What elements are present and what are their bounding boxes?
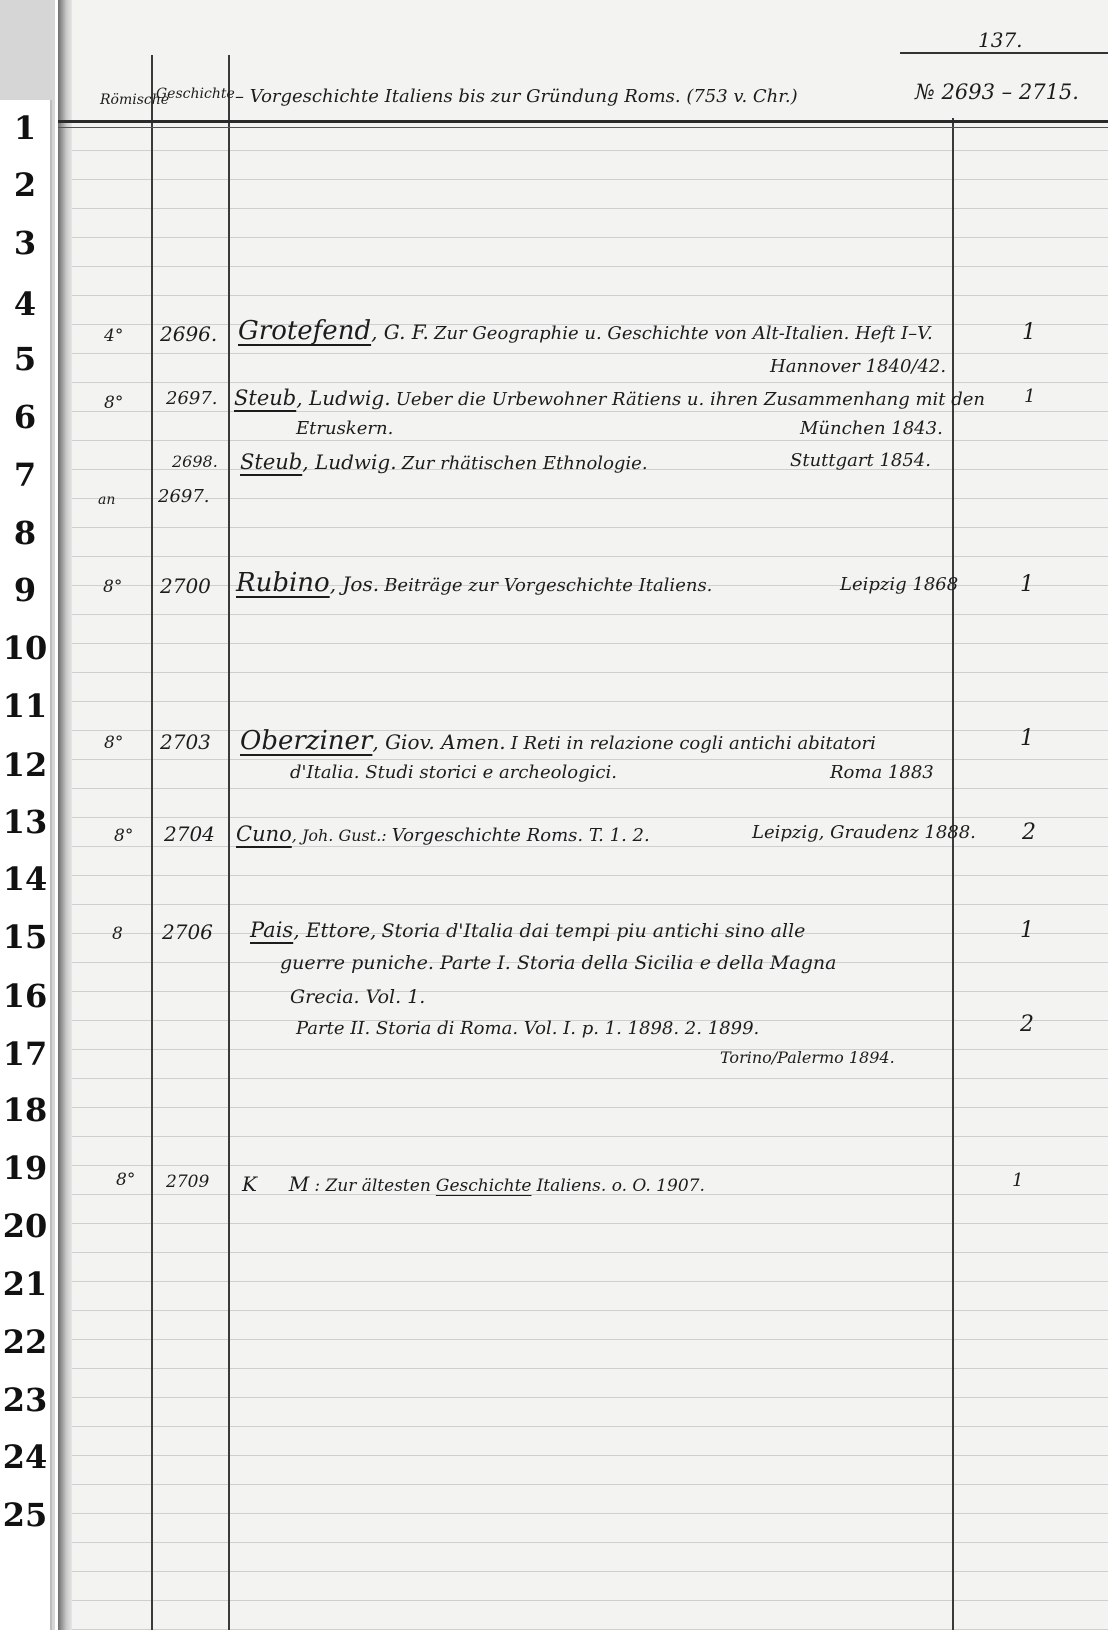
entry-number: 2709: [166, 1172, 210, 1192]
column-divider-number: [228, 55, 230, 1630]
entry-title: : Zur ältesten: [314, 1176, 431, 1196]
entry-count: 1: [1024, 386, 1036, 407]
line-number: 21: [2, 1265, 48, 1303]
entry-title-rest: Italiens. o. O. 1907.: [536, 1176, 705, 1196]
entry-title: Vorgeschichte Roms. T. 1. 2.: [391, 825, 650, 846]
line-number: 16: [2, 977, 48, 1015]
entry-imprint: Roma 1883: [830, 762, 934, 783]
entry-author: Steub: [234, 386, 297, 410]
line-number: 9: [13, 571, 37, 609]
entry-number: 2698.: [172, 452, 218, 471]
entry-range: № 2693 – 2715.: [915, 80, 1079, 104]
entry-author-rest: , Ludwig.: [296, 386, 391, 410]
line-number: 15: [2, 918, 48, 956]
entry-format: 8°: [114, 826, 134, 846]
header-rule-thin: [58, 127, 1108, 128]
line-number-strip: [0, 100, 52, 1630]
line-number: 20: [2, 1207, 48, 1245]
entry-imprint: Hannover 1840/42.: [770, 356, 947, 377]
column-label-roemische: Römische: [100, 92, 170, 108]
entry-title: Zur rhätischen Ethnologie.: [401, 453, 648, 474]
entry-number: 2697.: [166, 388, 218, 409]
entry-author-line: [234, 386, 985, 410]
entry-number: 2706: [162, 920, 213, 944]
column-divider-format: [151, 55, 153, 1630]
page-number: 137.: [978, 28, 1023, 52]
line-number: 13: [2, 803, 48, 841]
entry-author: K M: [242, 1172, 310, 1196]
entry-author: Pais: [250, 918, 294, 942]
entry-author-rest: , Ettore,: [293, 918, 377, 942]
entry-author: Rubino: [236, 568, 330, 598]
entry-title-continued: Etruskern.: [296, 418, 394, 439]
entry-format: 4°: [104, 326, 124, 346]
header-rule: [58, 120, 1108, 123]
entry-author-line: [242, 1172, 705, 1196]
entry-imprint: Stuttgart 1854.: [790, 450, 931, 471]
entry-author-line: [238, 316, 933, 346]
entry-author-rest: , G. F.: [371, 320, 429, 344]
entry-author-line: [236, 822, 650, 846]
column-label-geschichte: Geschichte: [156, 86, 235, 102]
line-number: 25: [2, 1496, 48, 1534]
line-number: 4: [13, 285, 37, 323]
entry-format: 8: [112, 924, 123, 944]
entry-author-rest: , Jos.: [329, 572, 380, 596]
entry-author-line: [250, 918, 805, 942]
entry-author-rest: , Ludwig.: [302, 450, 397, 474]
entry-title: Zur Geographie u. Geschichte von Alt-Italien. Heft I–V.: [434, 323, 933, 344]
page-binding-edge: [58, 0, 72, 1630]
line-number: 11: [2, 687, 48, 725]
line-number: 23: [2, 1381, 48, 1419]
entry-format: 8°: [104, 393, 124, 413]
entry-count: 1: [1020, 918, 1034, 943]
line-number: 1: [13, 109, 37, 147]
entry-count: 1: [1022, 320, 1036, 345]
entry-number: 2703: [160, 730, 211, 754]
entry-title: Ueber die Urbewohner Rätiens u. ihren Zusammenhang mit den: [395, 389, 986, 410]
entry-title-underlined: Geschichte: [435, 1176, 532, 1196]
entry-format: 8°: [116, 1170, 136, 1190]
entry-author: Steub: [240, 450, 303, 474]
line-number: 5: [13, 340, 37, 378]
entry-format: 8°: [104, 733, 124, 753]
line-number: 6: [13, 398, 37, 436]
line-number: 3: [13, 224, 37, 262]
entry-author: Cuno: [236, 822, 292, 846]
column-divider-count: [952, 118, 954, 1630]
entry-format: an: [98, 492, 116, 508]
entry-author: Oberziner: [240, 726, 373, 756]
entry-title: Beiträge zur Vorgeschichte Italiens.: [384, 575, 713, 596]
entry-author-line: [240, 450, 648, 474]
entry-imprint: Leipzig, Graudenz 1888.: [752, 822, 976, 843]
entry-number: 2697.: [158, 486, 210, 507]
entry-title: Storia d'Italia dai tempi piu antichi sino alle: [381, 920, 806, 942]
entry-author: Grotefend: [238, 316, 372, 346]
line-number: 2: [13, 166, 37, 204]
entry-count: 1: [1020, 726, 1034, 751]
line-number: 24: [2, 1438, 48, 1476]
entry-title-continued: guerre puniche. Parte I. Storia della Sicilia e della Magna: [280, 952, 837, 974]
entry-count: 1: [1012, 1170, 1024, 1191]
line-number: 19: [2, 1149, 48, 1187]
line-number: 7: [13, 456, 37, 494]
entry-title-continued: Parte II. Storia di Roma. Vol. I. p. 1. 1898. 2. 1899.: [296, 1018, 760, 1039]
entry-format: 8°: [103, 577, 123, 597]
line-number: 8: [13, 514, 37, 552]
entry-number: 2696.: [160, 322, 218, 346]
line-number: 12: [2, 746, 48, 784]
entry-author-line: [240, 726, 876, 756]
entry-imprint: Torino/Palermo 1894.: [720, 1048, 895, 1067]
line-number: 18: [2, 1091, 48, 1129]
line-number: 14: [2, 860, 48, 898]
entry-imprint: München 1843.: [800, 418, 943, 439]
entry-author-rest: , Giov. Amen.: [372, 730, 506, 754]
line-number: 17: [2, 1035, 48, 1073]
entry-count: 2: [1022, 820, 1036, 845]
entry-number: 2700: [160, 574, 211, 598]
entry-title-continued: Grecia. Vol. 1.: [290, 986, 426, 1008]
entry-count: 2: [1020, 1012, 1034, 1037]
line-number: 10: [2, 629, 48, 667]
page-number-rule: [900, 52, 1108, 54]
page-subject: – Vorgeschichte Italiens bis zur Gründung Roms. (753 v. Chr.): [235, 86, 798, 107]
line-number: 22: [2, 1323, 48, 1361]
entry-count: 1: [1020, 572, 1034, 597]
entry-title: I Reti in relazione cogli antichi abitatori: [510, 733, 876, 754]
entry-imprint: Leipzig 1868: [840, 574, 959, 595]
entry-author-line: [236, 568, 712, 598]
ledger-paper: [58, 0, 1108, 1630]
entry-number: 2704: [164, 822, 215, 846]
entry-title-continued: d'Italia. Studi storici e archeologici.: [290, 762, 617, 783]
entry-author-rest: , Joh. Gust.:: [291, 826, 387, 845]
